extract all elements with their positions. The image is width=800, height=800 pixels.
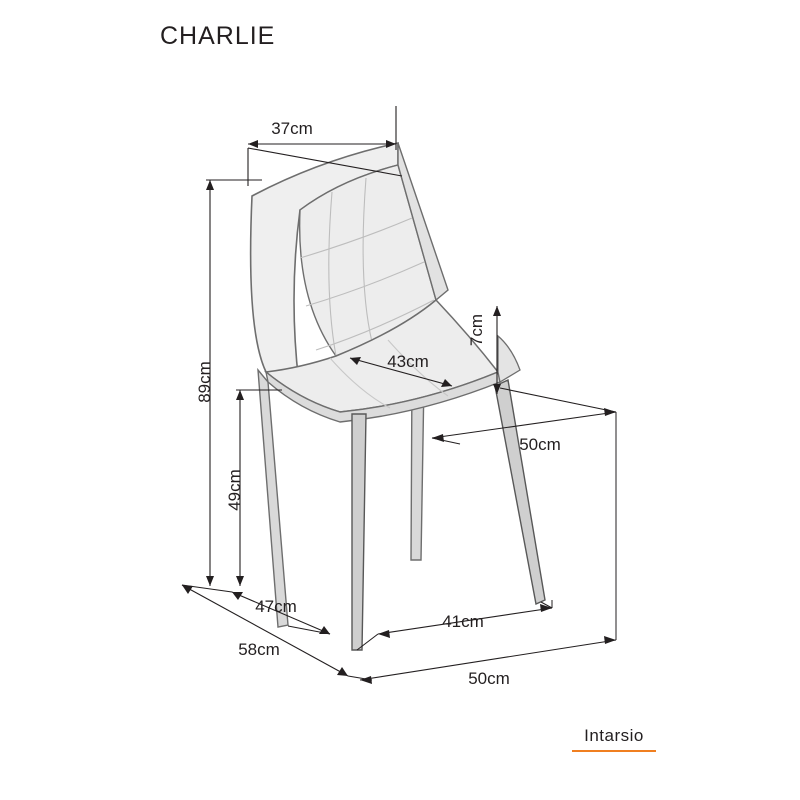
brand-name: Intarsio — [584, 726, 644, 745]
chair-seat-right-edge — [498, 336, 520, 382]
dim-label-49cm: 49cm — [225, 469, 244, 511]
dim-label-37cm: 37cm — [271, 119, 313, 138]
dim-label-41cm: 41cm — [442, 612, 484, 631]
brand-underline — [572, 750, 656, 752]
page-title: CHARLIE — [160, 22, 276, 50]
dim-label-50cm-bottom: 50cm — [468, 669, 510, 688]
dim-label-7cm: 7cm — [467, 313, 486, 347]
chair-leg-front-left — [352, 414, 366, 650]
dim-label-43cm: 43cm — [387, 352, 429, 371]
dim-label-47cm: 47cm — [255, 597, 297, 616]
dim-label-50cm-right: 50cm — [519, 435, 561, 454]
dim-label-89cm: 89cm — [195, 361, 214, 403]
chair-leg-rear-left — [258, 370, 288, 627]
chair-illustration — [251, 143, 545, 650]
dim-label-58cm: 58cm — [238, 640, 280, 659]
chair-leg-front-right — [495, 380, 545, 604]
brand-logo — [572, 726, 656, 752]
